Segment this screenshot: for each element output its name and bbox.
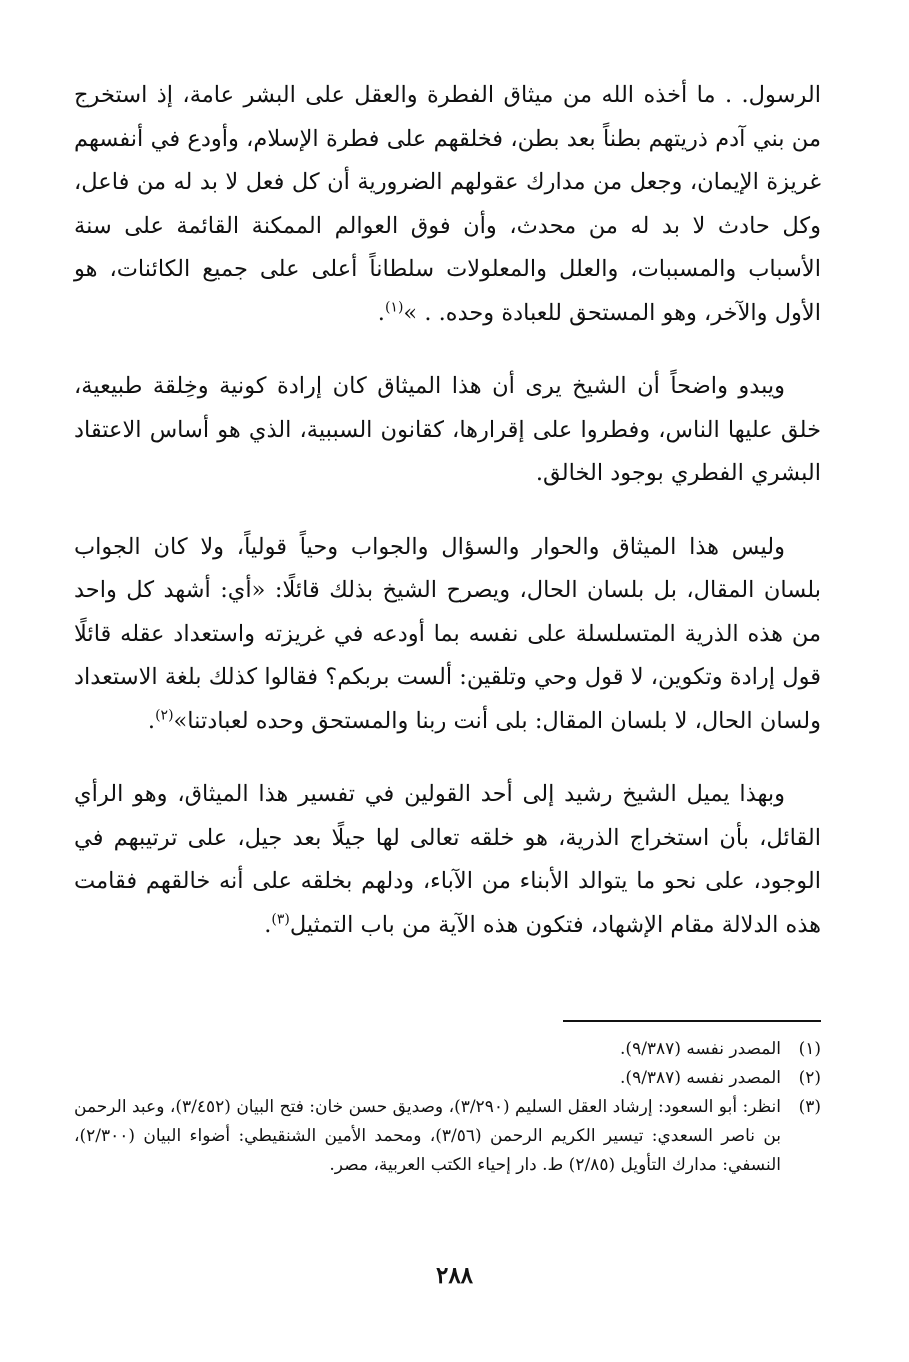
footnote-2 [74, 1064, 821, 1093]
paragraph-3-text: وليس هذا الميثاق والحوار والسؤال والجواب وحياً قولياً، ولا كان الجواب بلسان المقال، بل بلسان الحال، ويصرح الشيخ بذلك قائلًا: «أي: أشهد كل واحد من هذه الذرية المتسلسلة على نفسه بما أودعه في غريزته واستعداد عقله قائلًا قول إرادة وتكوين، لا قول وحي وتلقين: ألست بربكم؟ فقالوا كذلك بلغة الاستعداد ولسان الحال، لا بلسان المقال: بلى أنت ربنا والمستحق وحده لعبادتنا» [74, 533, 821, 734]
footnote-number: (١) [798, 1039, 821, 1059]
paragraph-1-end: . [377, 299, 385, 326]
footnote-ref-3: (٣) [271, 911, 290, 927]
footnote-1 [74, 1035, 821, 1064]
paragraph-2 [74, 365, 821, 496]
footnote-text: انظر: أبو السعود: إرشاد العقل السليم (٣/٢٩٠)، وصديق حسن خان: فتح البيان (٣/٤٥٢)، وعبد الرحمن بن ناصر السعدي: تيسير الكريم الرحمن (٣/٥٦)، ومحمد الأمين الشنقيطي: أضواء البيان (٢/٣٠٠)، النسفي: مدارك التأويل (٢/٨٥) ط. دار إحياء الكتب العربية، مصر. [74, 1097, 781, 1175]
paragraph-3-end: . [147, 707, 156, 734]
footnote-ref-1: (١) [384, 299, 404, 315]
footnote-separator [563, 1020, 821, 1022]
paragraph-2-text: ويبدو واضحاً أن الشيخ يرى أن هذا الميثاق كان إرادة كونية وخِلقة طبيعية، خلق عليها الناس، وفطروا على إقرارها، كقانون السببية، الذي هو أساس الاعتقاد البشري الفطري بوجود الخالق. [74, 373, 821, 486]
main-text [74, 74, 821, 977]
footnote-ref-2: (٢) [155, 707, 174, 723]
paragraph-4-end: . [264, 911, 272, 938]
footnotes [74, 1035, 821, 1180]
footnote-number: (٢) [798, 1068, 821, 1088]
paragraph-3 [74, 526, 821, 744]
footnote-text: المصدر نفسه (٩/٣٨٧). [620, 1068, 781, 1088]
paragraph-1-text: الرسول. . ما أخذه الله من ميثاق الفطرة والعقل على البشر عامة، إذ استخرج من بني آدم ذريتهم بطناً بعد بطن، فخلقهم على فطرة الإسلام، وأودع في أنفسهم غريزة الإيمان، وجعل من مدارك عقولهم الضرورية أن كل فعل لا بد له من فاعل، وكل حادث لا بد له من محدث، وأن فوق العوالم الممكنة القائمة على سنة الأسباب والمسببات، والعلل والمعلولات سلطاناً أعلى على جميع الكائنات، هو الأول والآخر، وهو المستحق للعبادة وحده. . » [74, 82, 821, 326]
footnote-number: (٣) [798, 1097, 821, 1117]
paragraph-4 [74, 773, 821, 947]
paragraph-4-text: وبهذا يميل الشيخ رشيد إلى أحد القولين في تفسير هذا الميثاق، وهو الرأي القائل، بأن استخراج الذرية، هو خلقه تعالى لها جيلًا بعد جيل، على ترتيبهم في الوجود، على نحو ما يتوالد الأبناء من الآباء، ودلهم بخلقه على أنه خالقهم فقامت هذه الدلالة مقام الإشهاد، فتكون هذه الآية من باب التمثيل [74, 781, 821, 938]
footnote-text: المصدر نفسه (٩/٣٨٧). [620, 1039, 781, 1059]
page-number: ٢٨٨ [435, 1262, 474, 1289]
paragraph-1 [74, 74, 821, 335]
footnote-3 [74, 1093, 821, 1180]
